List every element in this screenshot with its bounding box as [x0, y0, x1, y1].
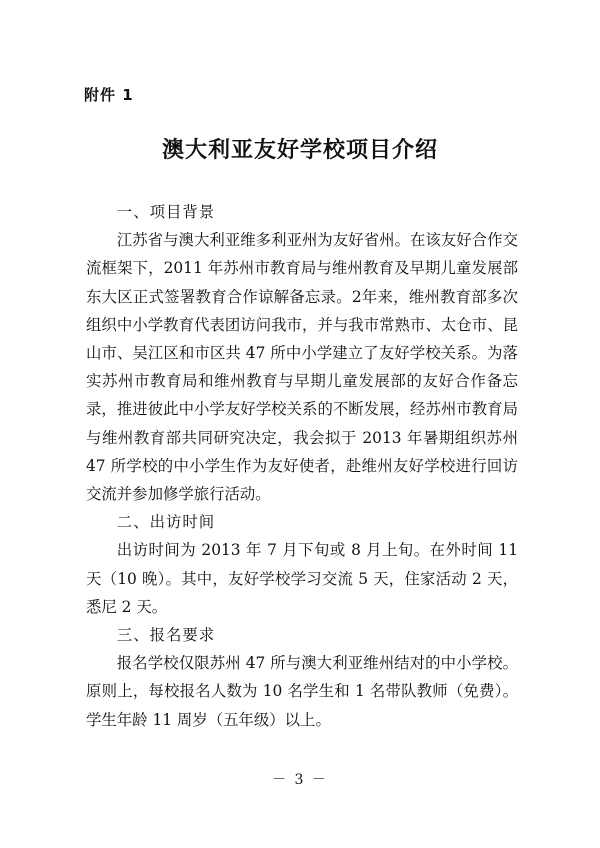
section-paragraph-visit-time: 出访时间为 2013 年 7 月下旬或 8 月上旬。在外时间 11 天（10 晚）。其中，友好学校学习交流 5 天，住家活动 2 天，悉尼 2 天。	[86, 541, 518, 616]
section-paragraph-requirements: 报名学校仅限苏州 47 所与澳大利亚维州结对的中小学校。原则上，每校报名人数为 10 名学生和 1 名带队教师（免费）。学生年龄 11 周岁（五年级）以上。	[86, 654, 518, 729]
section-heading-visit-time: 二、出访时间	[116, 513, 216, 532]
document-body	[86, 198, 518, 734]
attachment-label: 附件 1	[84, 86, 134, 104]
section-heading-requirements: 三、报名要求	[116, 626, 216, 645]
page-number: － 3 －	[272, 772, 328, 788]
document-title: 澳大利亚友好学校项目介绍	[161, 137, 438, 163]
section-paragraph-background: 江苏省与澳大利亚维多利亚州为友好省州。在该友好合作交流框架下，2011 年苏州市教育局与维州教育及早期儿童发展部东大区正式签署教育合作谅解备忘录。2年来，维州教育部多次组织中小学教育代表团访问我市，并与我市常熟市、太仓市、昆山市、吴江区和市区共 47 所中小学建立了友好学校关系。为落实苏州市教育局和维州教育与早期儿童发展部的友好合作备忘录，推进彼此中小学友好学校关系的不断发展，经苏州市教育局与维州教育部共同研究决定，我会拟于 2013 年暑期组织苏州 47 所学校的中小学生作为友好使者，赴维州友好学校进行回访交流并参加修学旅行活动。	[86, 231, 518, 504]
section-heading-background: 一、项目背景	[116, 203, 216, 221]
